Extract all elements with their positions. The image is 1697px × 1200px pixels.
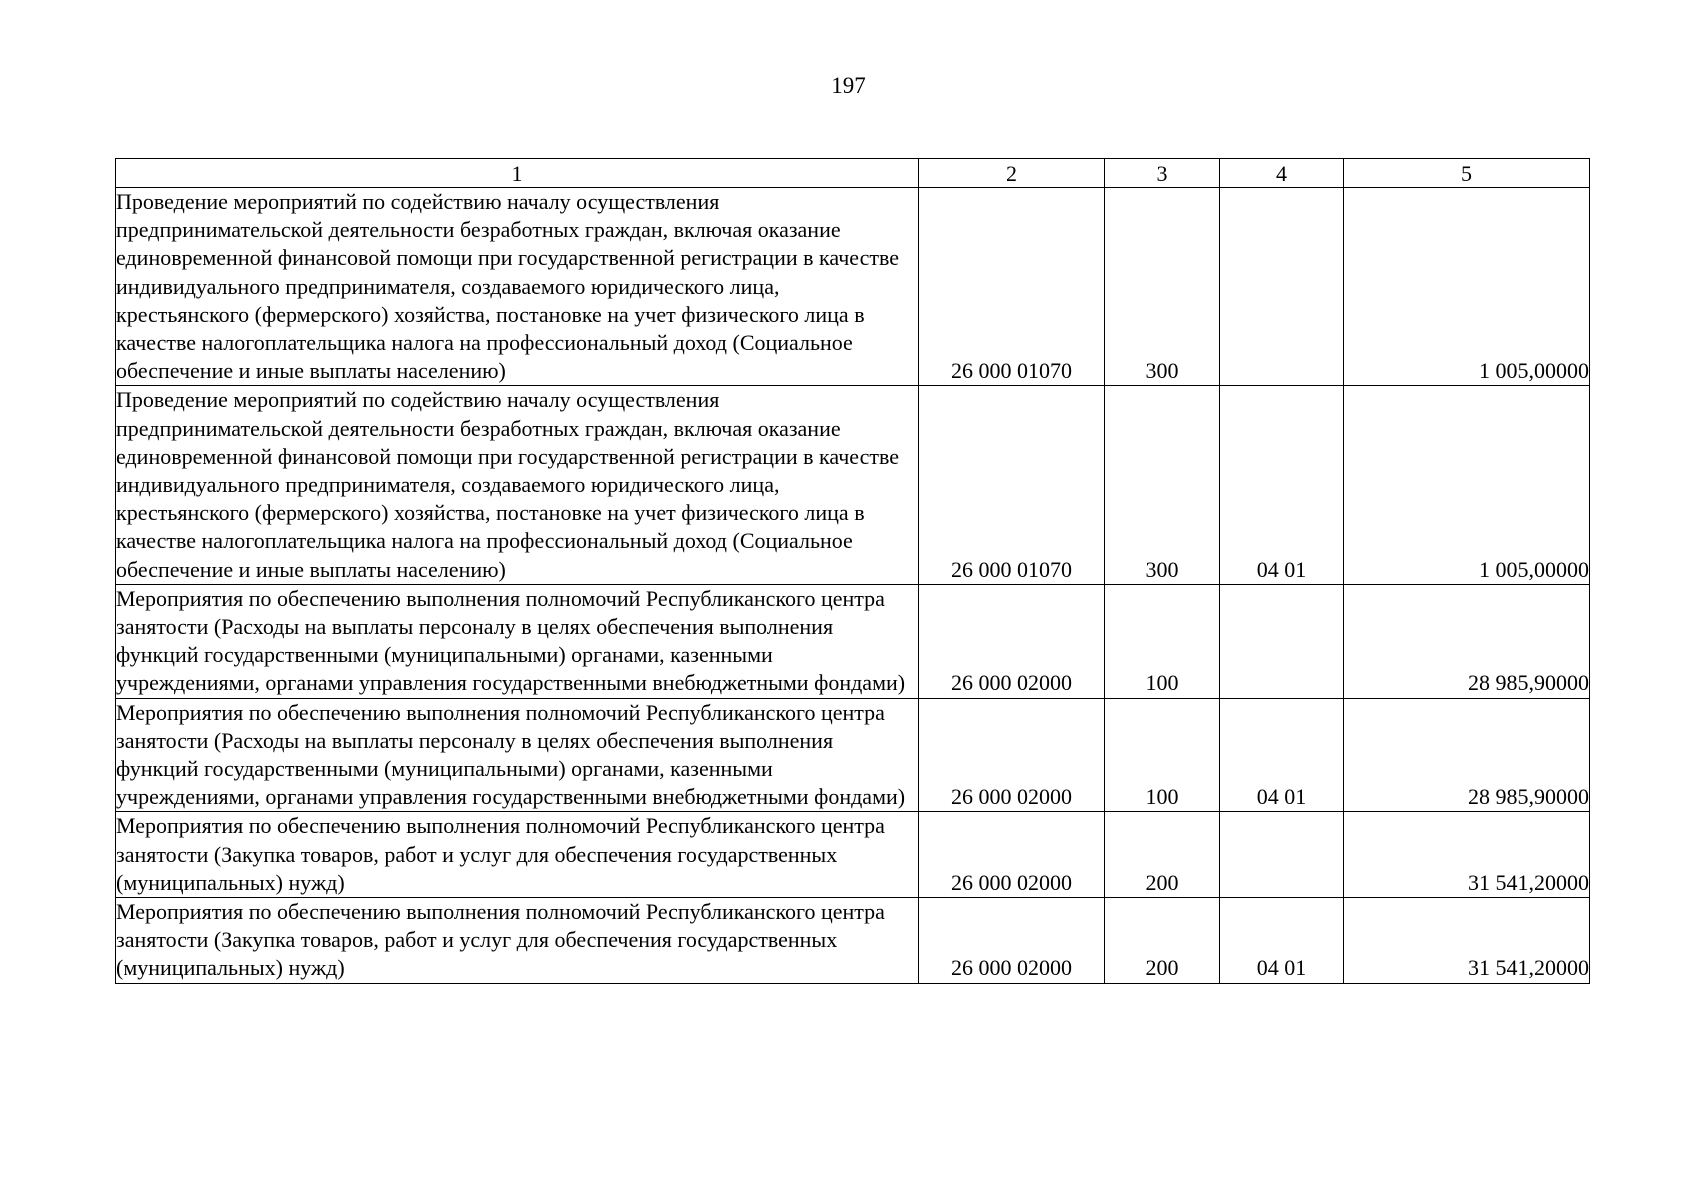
row-amount: 1 005,00000 — [1344, 386, 1590, 584]
column-header-5: 5 — [1344, 159, 1590, 188]
table-row — [116, 386, 1590, 584]
table-header — [116, 159, 1590, 188]
row-section: 04 01 — [1220, 386, 1344, 584]
column-header-3: 3 — [1105, 159, 1220, 188]
row-amount: 31 541,20000 — [1344, 898, 1590, 984]
row-expense-type: 200 — [1105, 812, 1220, 898]
row-description: Мероприятия по обеспечению выполнения полномочий Республиканского центра занятости (Расходы на выплаты персоналу в целях обеспечения выполнения функций государственными (муниципальными) органами, казенными учреждениями, органами управления государственными внебюджетными фондами) — [116, 584, 919, 698]
row-description: Мероприятия по обеспечению выполнения полномочий Республиканского центра занятости (Закупка товаров, работ и услуг для обеспечения государственных (муниципальных) нужд) — [116, 812, 919, 898]
row-target-code: 26 000 01070 — [919, 188, 1105, 386]
budget-table — [115, 158, 1590, 984]
table-row — [116, 584, 1590, 698]
row-amount: 1 005,00000 — [1344, 188, 1590, 386]
row-section: 04 01 — [1220, 698, 1344, 812]
row-target-code: 26 000 01070 — [919, 386, 1105, 584]
row-amount: 28 985,90000 — [1344, 698, 1590, 812]
row-description: Мероприятия по обеспечению выполнения полномочий Республиканского центра занятости (Закупка товаров, работ и услуг для обеспечения государственных (муниципальных) нужд) — [116, 898, 919, 984]
table-body — [116, 188, 1590, 984]
table-row — [116, 812, 1590, 898]
row-expense-type: 100 — [1105, 584, 1220, 698]
column-header-4: 4 — [1220, 159, 1344, 188]
row-target-code: 26 000 02000 — [919, 812, 1105, 898]
row-section — [1220, 812, 1344, 898]
row-expense-type: 100 — [1105, 698, 1220, 812]
table-row — [116, 898, 1590, 984]
row-amount: 31 541,20000 — [1344, 812, 1590, 898]
row-expense-type: 200 — [1105, 898, 1220, 984]
column-header-2: 2 — [919, 159, 1105, 188]
row-section — [1220, 584, 1344, 698]
row-description: Мероприятия по обеспечению выполнения полномочий Республиканского центра занятости (Расходы на выплаты персоналу в целях обеспечения выполнения функций государственными (муниципальными) органами, казенными учреждениями, органами управления государственными внебюджетными фондами) — [116, 698, 919, 812]
header-row — [116, 159, 1590, 188]
row-amount: 28 985,90000 — [1344, 584, 1590, 698]
row-target-code: 26 000 02000 — [919, 698, 1105, 812]
row-expense-type: 300 — [1105, 188, 1220, 386]
row-target-code: 26 000 02000 — [919, 898, 1105, 984]
row-target-code: 26 000 02000 — [919, 584, 1105, 698]
table-row — [116, 698, 1590, 812]
column-header-1: 1 — [116, 159, 919, 188]
row-section — [1220, 188, 1344, 386]
row-description: Проведение мероприятий по содействию началу осуществления предпринимательской деятельности безработных граждан, включая оказание единовременной финансовой помощи при государственной регистрации в качестве индивидуального предпринимателя, создаваемого юридического лица, крестьянского (фермерского) хозяйства, постановке на учет физического лица в качестве налогоплательщика налога на профессиональный доход (Социальное обеспечение и иные выплаты населению) — [116, 188, 919, 386]
row-section: 04 01 — [1220, 898, 1344, 984]
page-number: 197 — [831, 73, 866, 98]
row-expense-type: 300 — [1105, 386, 1220, 584]
row-description: Проведение мероприятий по содействию началу осуществления предпринимательской деятельности безработных граждан, включая оказание единовременной финансовой помощи при государственной регистрации в качестве индивидуального предпринимателя, создаваемого юридического лица, крестьянского (фермерского) хозяйства, постановке на учет физического лица в качестве налогоплательщика налога на профессиональный доход (Социальное обеспечение и иные выплаты населению) — [116, 386, 919, 584]
table-row — [116, 188, 1590, 386]
